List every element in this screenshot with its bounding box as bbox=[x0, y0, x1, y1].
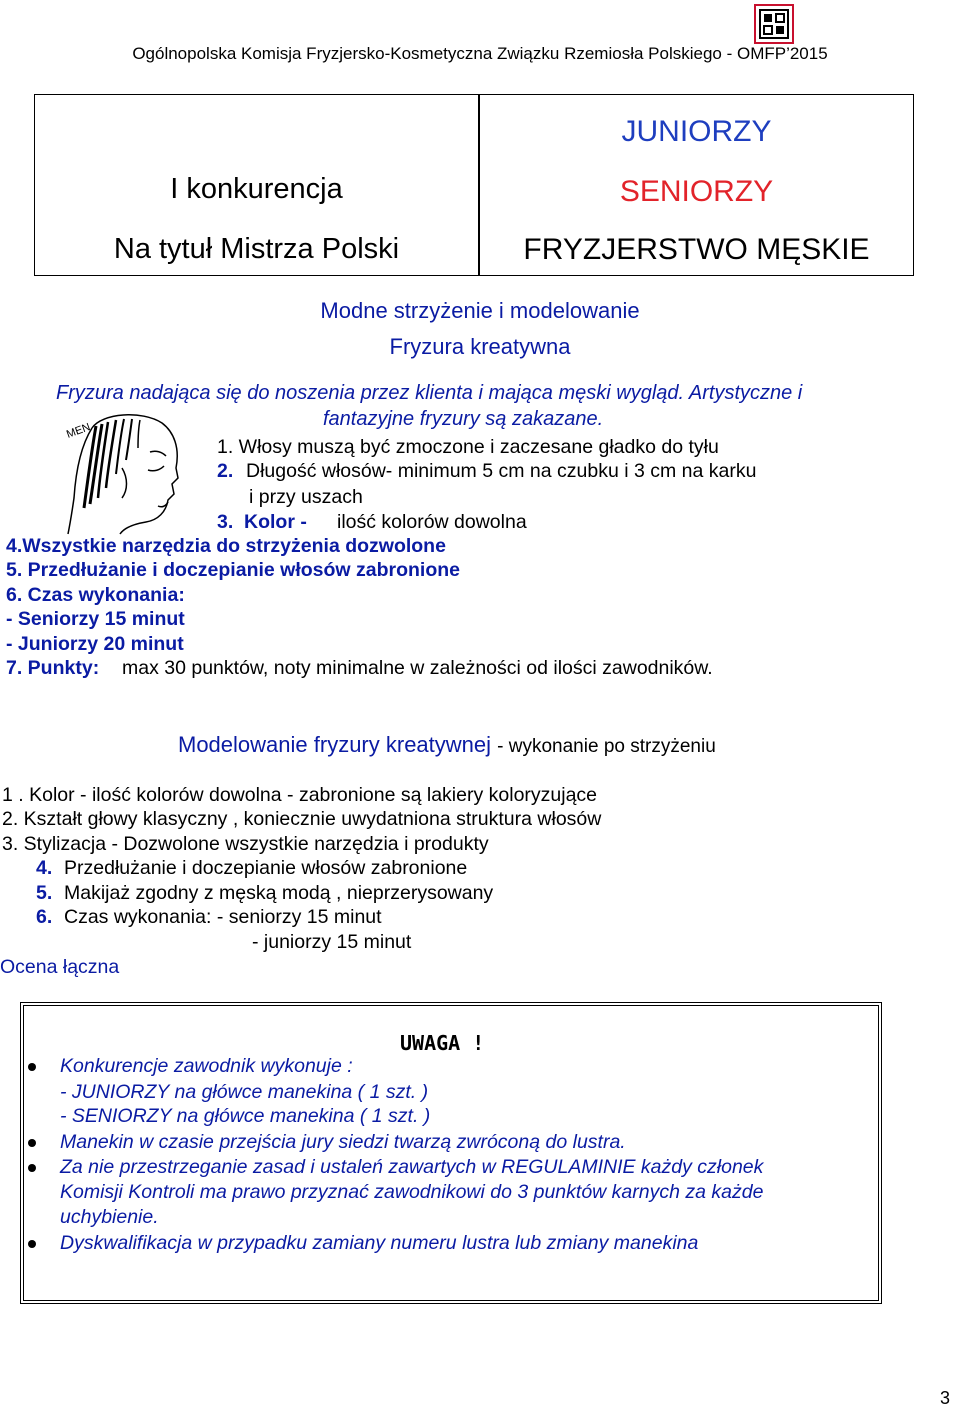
section2-heading-main: Modelowanie fryzury kreatywnej bbox=[178, 732, 492, 757]
notice-bullet3-line2: Komisji Kontroli ma prawo przyznać zawodnikowi do 3 punktów karnych za każde bbox=[60, 1181, 764, 1203]
omfp-logo bbox=[754, 4, 794, 44]
s1-item6: 6. Czas wykonania: bbox=[6, 584, 185, 606]
bullet-dot bbox=[28, 1164, 36, 1172]
s2-item3: 3. Stylizacja - Dozwolone wszystkie narzędzia i produkty bbox=[2, 833, 489, 855]
page-number: 3 bbox=[940, 1388, 951, 1408]
s1-item3-num: 3. bbox=[217, 511, 234, 533]
competition-number: I konkurencja bbox=[170, 173, 343, 205]
s2-item6-text: Czas wykonania: - seniorzy 15 minut bbox=[64, 906, 382, 928]
s1-item1: 1. Włosy muszą być zmoczone i zaczesane gładko do tyłu bbox=[217, 436, 719, 458]
intro-line2: fantazyjne fryzury są zakazane. bbox=[323, 408, 604, 430]
bullet-dot bbox=[28, 1063, 36, 1071]
notice-bullet1a: - JUNIORZY na główce manekina ( 1 szt. ) bbox=[60, 1081, 429, 1103]
competition-title: Na tytuł Mistrza Polski bbox=[113, 233, 400, 265]
s2-item4-num: 4. bbox=[36, 857, 53, 879]
s1-item2-cont: i przy uszach bbox=[249, 486, 363, 508]
s1-item5: 5. Przedłużanie i doczepianie włosów zabronione bbox=[6, 559, 461, 581]
svg-text:MEN: MEN bbox=[64, 421, 93, 441]
ocena-laczna: Ocena łączna bbox=[0, 956, 120, 978]
category-seniors: SENIORZY bbox=[619, 175, 774, 208]
s2-item5-num: 5. bbox=[36, 882, 53, 904]
male-head-sketch bbox=[62, 408, 187, 536]
section1-heading1: Modne strzyżenie i modelowanie bbox=[320, 298, 640, 323]
notice-bullet2: Manekin w czasie przejścia jury siedzi twarzą zwróconą do lustra. bbox=[60, 1131, 626, 1153]
s2-item6-cont: - juniorzy 15 minut bbox=[252, 931, 412, 953]
notice-bullet3-line1: Za nie przestrzeganie zasad i ustaleń zawartych w REGULAMINIE każdy członek bbox=[60, 1156, 764, 1178]
notice-bullet1: Konkurencje zawodnik wykonuje : bbox=[60, 1055, 353, 1077]
notice-bullet3-line3: uchybienie. bbox=[60, 1206, 159, 1228]
s1-item4: 4.Wszystkie narzędzia do strzyżenia dozwolone bbox=[6, 535, 446, 557]
notice-bullet1b: - SENIORZY na główce manekina ( 1 szt. ) bbox=[60, 1105, 431, 1127]
section2-heading-suffix: - wykonanie po strzyżeniu bbox=[497, 736, 716, 757]
s1-item6a: - Seniorzy 15 minut bbox=[6, 608, 185, 630]
section2-heading bbox=[178, 732, 716, 758]
discipline-title: FRYZJERSTWO MĘSKIE bbox=[523, 233, 870, 266]
notice-title: UWAGA ! bbox=[400, 1031, 485, 1055]
s1-item7-text: max 30 punktów, noty minimalne w zależności od ilości zawodników. bbox=[122, 657, 713, 679]
s2-item5-text: Makijaż zgodny z męską modą , nieprzerysowany bbox=[64, 882, 494, 904]
bullet-dot bbox=[28, 1139, 36, 1147]
s1-item6b: - Juniorzy 20 minut bbox=[6, 633, 184, 655]
s2-item4-text: Przedłużanie i doczepianie włosów zabronione bbox=[64, 857, 468, 879]
s1-item2-num: 2. bbox=[217, 460, 234, 482]
s2-item6-num: 6. bbox=[36, 906, 53, 928]
s1-item7-label: 7. Punkty: bbox=[6, 657, 100, 679]
intro-line1: Fryzura nadająca się do noszenia przez klienta i mająca męski wygląd. Artystyczne i bbox=[56, 382, 803, 404]
title-box bbox=[34, 94, 914, 276]
s2-item2: 2. Kształt głowy klasyczny , koniecznie uwydatniona struktura włosów bbox=[2, 808, 602, 830]
s1-item3-text: ilość kolorów dowolna bbox=[337, 511, 527, 533]
section1-heading2: Fryzura kreatywna bbox=[389, 334, 571, 359]
s1-item3-label: Kolor - bbox=[244, 511, 307, 533]
category-juniors: JUNIORZY bbox=[621, 115, 772, 148]
s1-item2-text: Długość włosów- minimum 5 cm na czubku i 3 cm na karku bbox=[246, 460, 757, 482]
s2-item1: 1 . Kolor - ilość kolorów dowolna - zabronione są lakiery koloryzujące bbox=[2, 784, 598, 806]
organization-header: Ogólnopolska Komisja Fryzjersko-Kosmetyczna Związku Rzemiosła Polskiego - OMFP’2015 bbox=[132, 44, 828, 63]
bullet-dot bbox=[28, 1240, 36, 1248]
notice-bullet4: Dyskwalifikacja w przypadku zamiany numeru lustra lub zmiany manekina bbox=[60, 1232, 699, 1254]
